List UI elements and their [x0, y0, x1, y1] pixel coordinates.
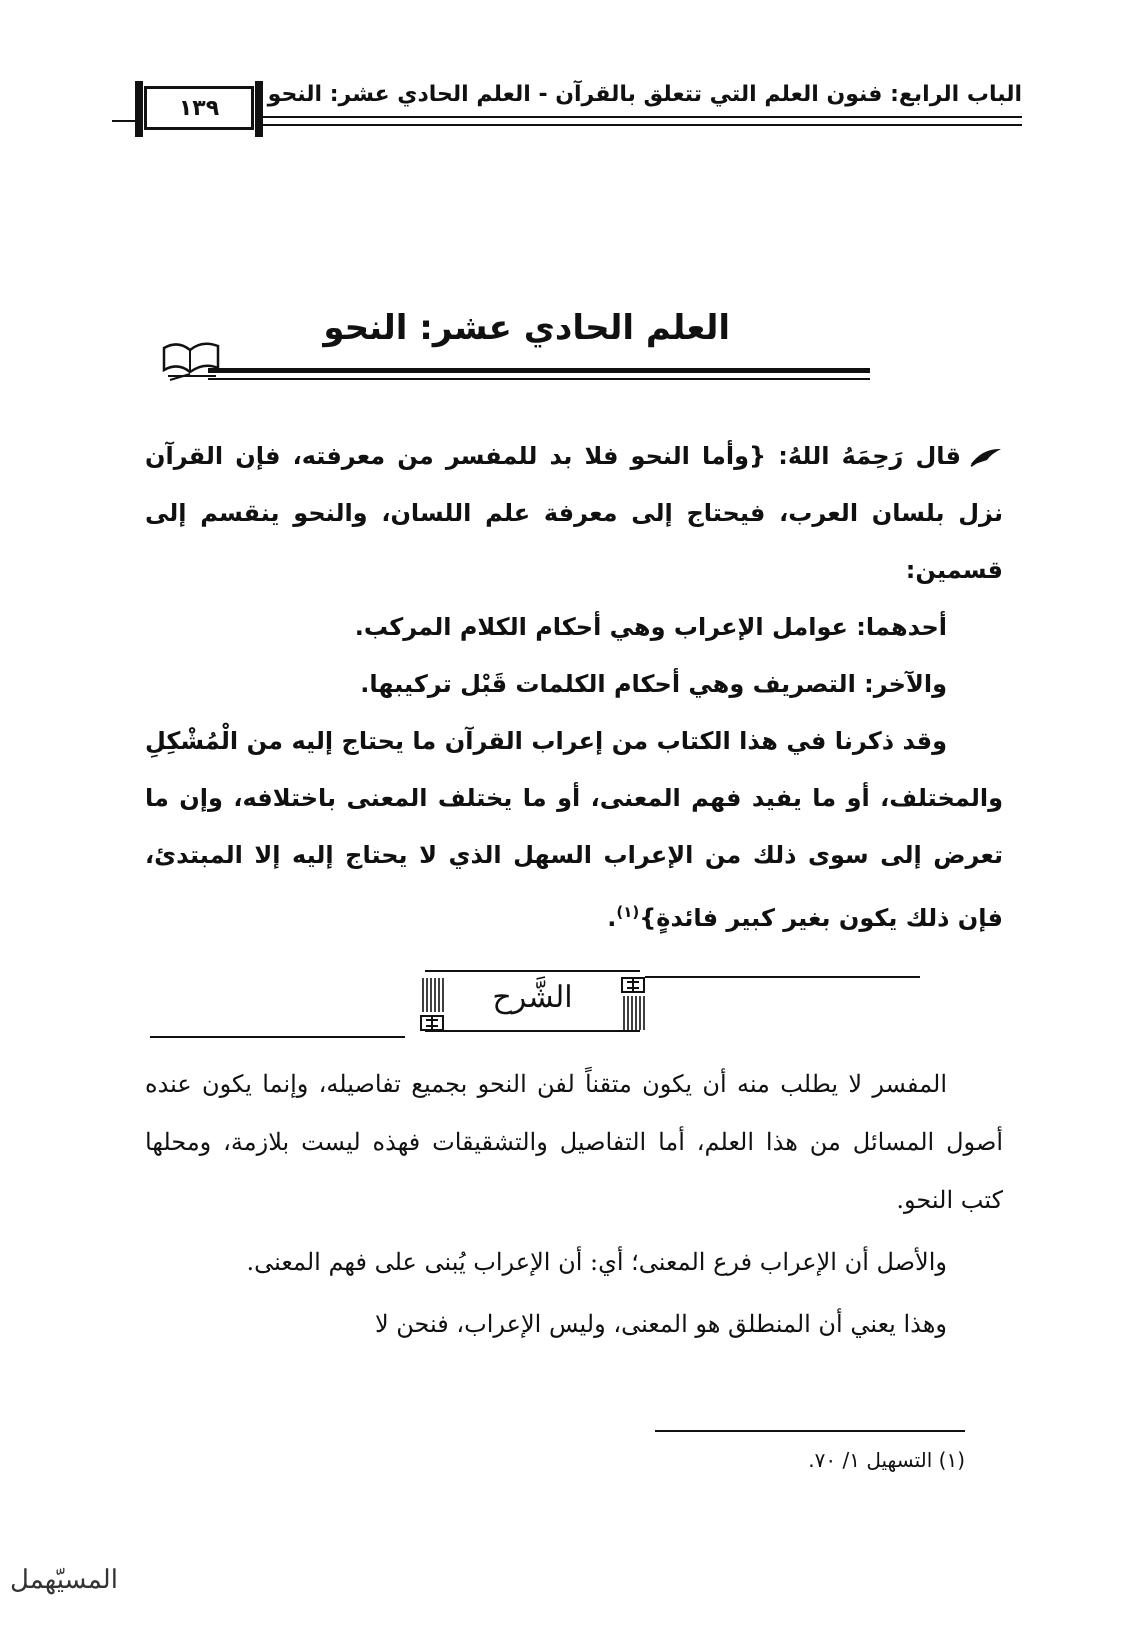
running-title: الباب الرابع: فنون العلم التي تتعلق بالقرآن - العلم الحادي عشر: النحو [267, 82, 1022, 107]
page-number-box [144, 86, 254, 130]
header-rule-top [262, 116, 1022, 118]
heading-rule-thin [208, 378, 870, 380]
heading-rule [208, 368, 870, 373]
sharh-paragraph: وهذا يعني أن المنطلق هو المعنى، وليس الإعراب، فنحن لا [374, 1310, 947, 1338]
page-number: ١٣٩ [178, 95, 220, 121]
footnote: (١) التسهيل ١/ ٧٠. [808, 1448, 965, 1472]
sharh-rule-top [645, 976, 920, 978]
publisher-watermark: المسيّهمل [10, 1565, 118, 1595]
matn-text [145, 428, 1003, 947]
sharh-paragraph: المفسر لا يطلب منه أن يكون متقناً لفن النحو بجميع تفاصيله، وإنما يكون عنده أصول المسائل من هذا العلم، أما التفاصيل والتشقيقات فهذه ليست بلازمة، ومحلها كتب النحو. [145, 1070, 1003, 1214]
matn-item-2: والآخر: التصريف وهي أحكام الكلمات قَبْل تركيبها. [360, 670, 947, 698]
ornament-icon [417, 976, 447, 1032]
header-rule-left [112, 120, 137, 122]
sharh-rule-bottom [150, 1036, 405, 1038]
sharh-heading [150, 970, 920, 1042]
header-rule-bottom [262, 124, 1022, 126]
running-header [112, 72, 1022, 132]
sharh-frame [425, 970, 640, 1032]
sharh-body [145, 1055, 1003, 1357]
section-title: العلم الحادي عشر: النحو [323, 308, 730, 348]
section-heading [160, 300, 870, 390]
footnote-separator [655, 1430, 965, 1432]
footnote-reference[interactable]: (١) [616, 903, 640, 921]
matn-item-1: أحدهما: عوامل الإعراب وهي أحكام الكلام المركب. [354, 613, 947, 641]
open-book-icon [160, 330, 224, 384]
sharh-paragraph: والأصل أن الإعراب فرع المعنى؛ أي: أن الإعراب يُبنى على فهم المعنى. [246, 1248, 947, 1276]
matn-closing: وقد ذكرنا في هذا الكتاب من إعراب القرآن ما يحتاج إليه من الْمُشْكِلِ والمختلف، أو ما يفيد فهم المعنى، أو ما يختلف المعنى باختلافه، وإن ما تعرض إلى سوى ذلك من الإعراب السهل الذي لا يحتاج إليه إلا المبتدئ، فإن ذلك يكون بغير كبير فائدةٍ}$^{(١)}$. [145, 727, 1003, 932]
quill-pen-icon [969, 446, 1003, 468]
sharh-title: الشَّرح [492, 980, 573, 1015]
matn-intro: قال رَحِمَهُ اللهُ: {وأما النحو فلا بد للمفسر من معرفته، فإن القرآن نزل بلسان العرب، فيحتاج إلى معرفة علم اللسان، والنحو ينقسم إلى قسمين: [145, 442, 1003, 584]
